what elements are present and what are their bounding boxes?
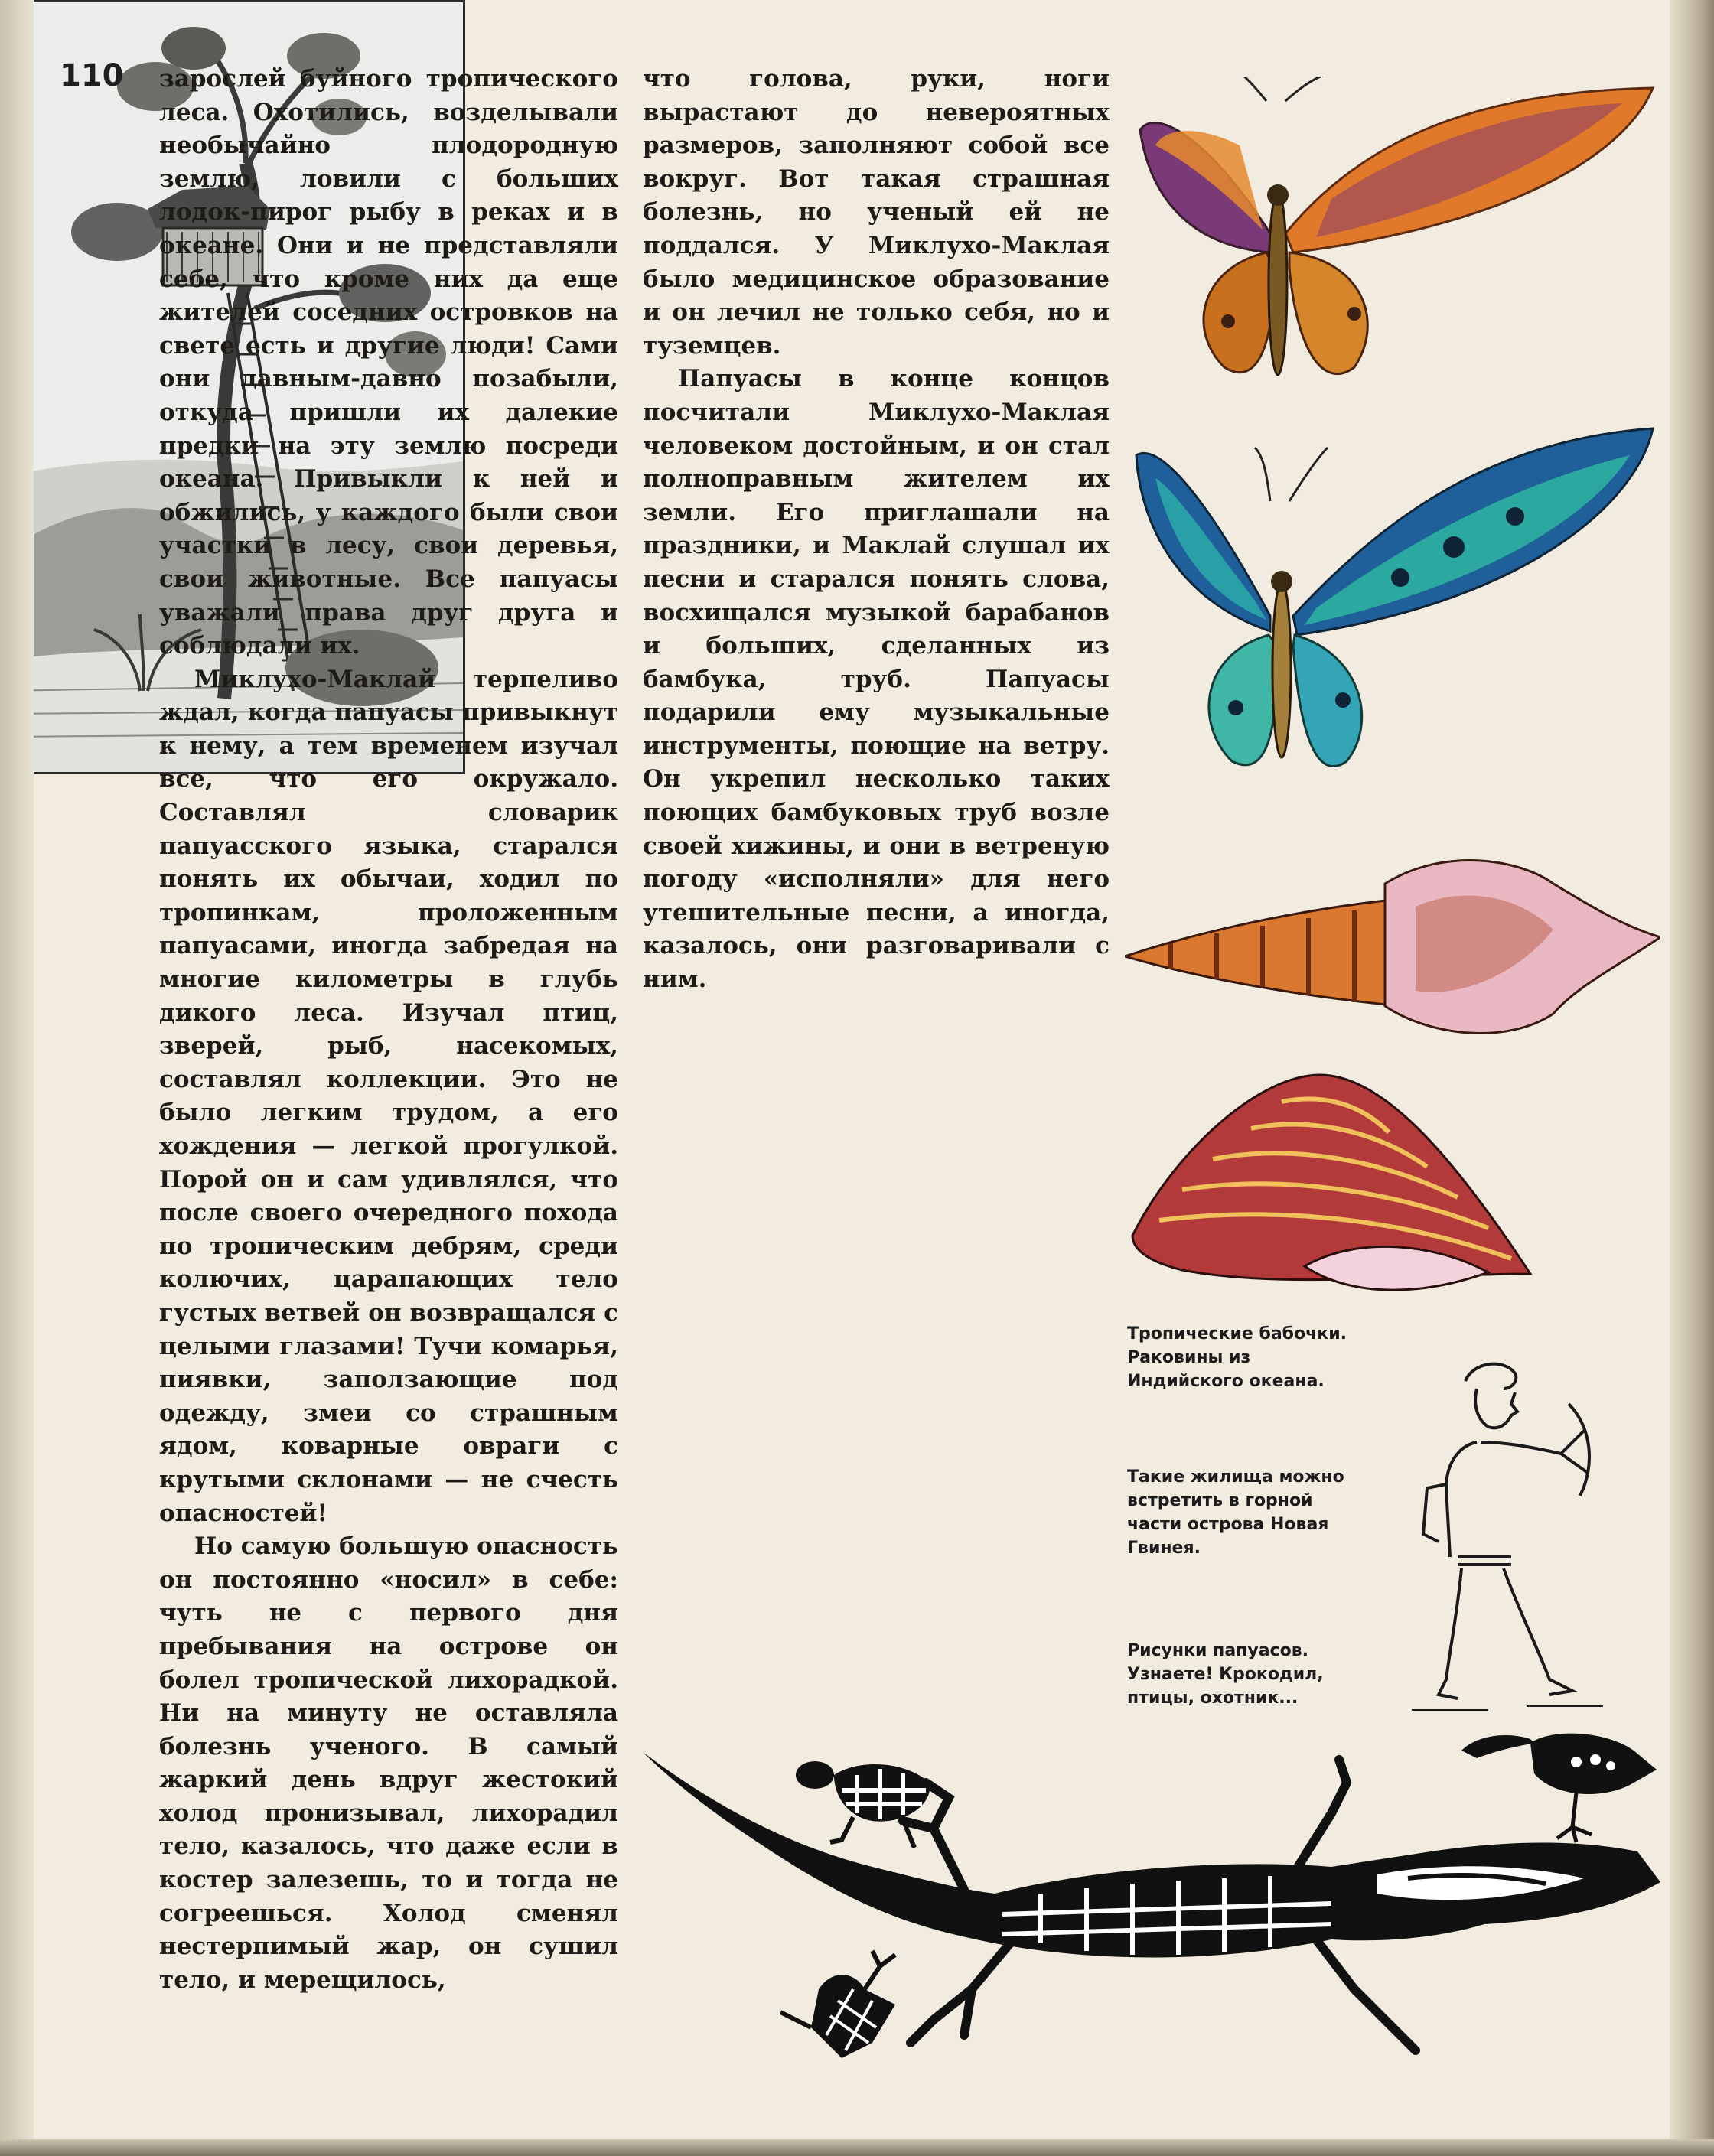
butterfly-orange-illustration (1132, 77, 1668, 436)
conical-shell-illustration (1129, 1067, 1534, 1304)
spiral-shell-illustration (1125, 853, 1660, 1052)
page-number: 110 (60, 58, 124, 93)
crocodile-drawing (643, 1737, 1660, 2142)
paragraph: что голова, руки, ноги вырастают до невероятных размеров, заполняют собой все вокруг. Вот такая страшная болезнь, но ученый ей не поддался. У Миклухо-Маклая было медицинское образование и он лечил не только себя, но и туземцев. (643, 65, 1110, 360)
text-column-right (643, 63, 1110, 997)
caption-dwelling: Такие жилища можно встретить в горной части острова Новая Гвинея. (1127, 1467, 1344, 1558)
butterfly-teal-illustration (1132, 425, 1668, 784)
caption-papuan-drawings: Рисунки папуасов. Узнаете! Крокодил, птицы, охотник... (1127, 1641, 1324, 1708)
paragraph: зарослей буйного тропического леса. Охотились, возделывали необычайно плодородную землю, ловили с больших лодок-пирог рыбу в реках и в океане. Они и не представляли себе, что кроме них да еще жителей соседних островков на свете есть и другие люди! Сами они давным-давно позабыли, откуда пришли их далекие предки на эту землю посреди океана. Привыкли к ней и обжились, у каждого были свои участки в лесу, свои деревья, свои животные. Все папуасы уважали права друг друга и соблюдали их. (159, 65, 618, 660)
paragraph: Папуасы в конце концов посчитали Миклухо-Маклая человеком достойным, и он стал полноправным жителем их земли. Его приглашали на праздники, и Маклай слушал их песни и старался понять слова, восхищался музыкой барабанов и больших, сделанных из бамбука, труб. Папуасы подарили ему музыкальные инструменты, поющие на ветру. Он укрепил несколько таких поющих бамбуковых труб возле своей хижины, и они в ветреную погоду «исполняли» для него утешительные песни, а иногда, казалось, они разговаривали с ним. (643, 365, 1110, 994)
hunter-drawing (1404, 1358, 1607, 1718)
paragraph: Но самую большую опасность он постоянно «носил» в себе: чуть не с первого дня пребывания на острове он болел тропической лихорадкой. Ни на минуту не оставляла болезнь ученого. В самый жаркий день вдруг жестокий холод пронизывал, лихорадил тело, казалось, что даже если в костер залезешь, то и тогда не согреешься. Холод сменял нестерпимый жар, он сушил тело, и мерещилось, (159, 1532, 618, 1994)
page-edge-right (1670, 0, 1714, 2156)
page-edge-left (0, 0, 34, 2156)
text-column-left (159, 63, 618, 1997)
paragraph: Миклухо-Маклай терпеливо ждал, когда папуасы привыкнут к нему, а тем временем изучал все, что его окружало. Составлял словарик папуасского языка, старался понять их обычаи, ходил по тропинкам, проложенным папуасами, иногда забредая на многие километры в глубь дикого леса. Изучал птиц, зверей, рыб, насекомых, составлял коллекции. Это не было легким трудом, а его хождения — легкой прогулкой. Порой он и сам удивлялся, что после своего очередного похода по тропическим дебрям, среди колючих, царапающих тело густых ветвей он возвращался с целыми глазами! Тучи комарья, пиявки, заползающие под одежду, змеи со страшным ядом, коварные овраги с крутыми склонами — не счесть опасностей! (159, 665, 618, 1527)
caption-butterflies-shells: Тропические бабочки. Раковины из Индийского океана. (1127, 1324, 1347, 1391)
